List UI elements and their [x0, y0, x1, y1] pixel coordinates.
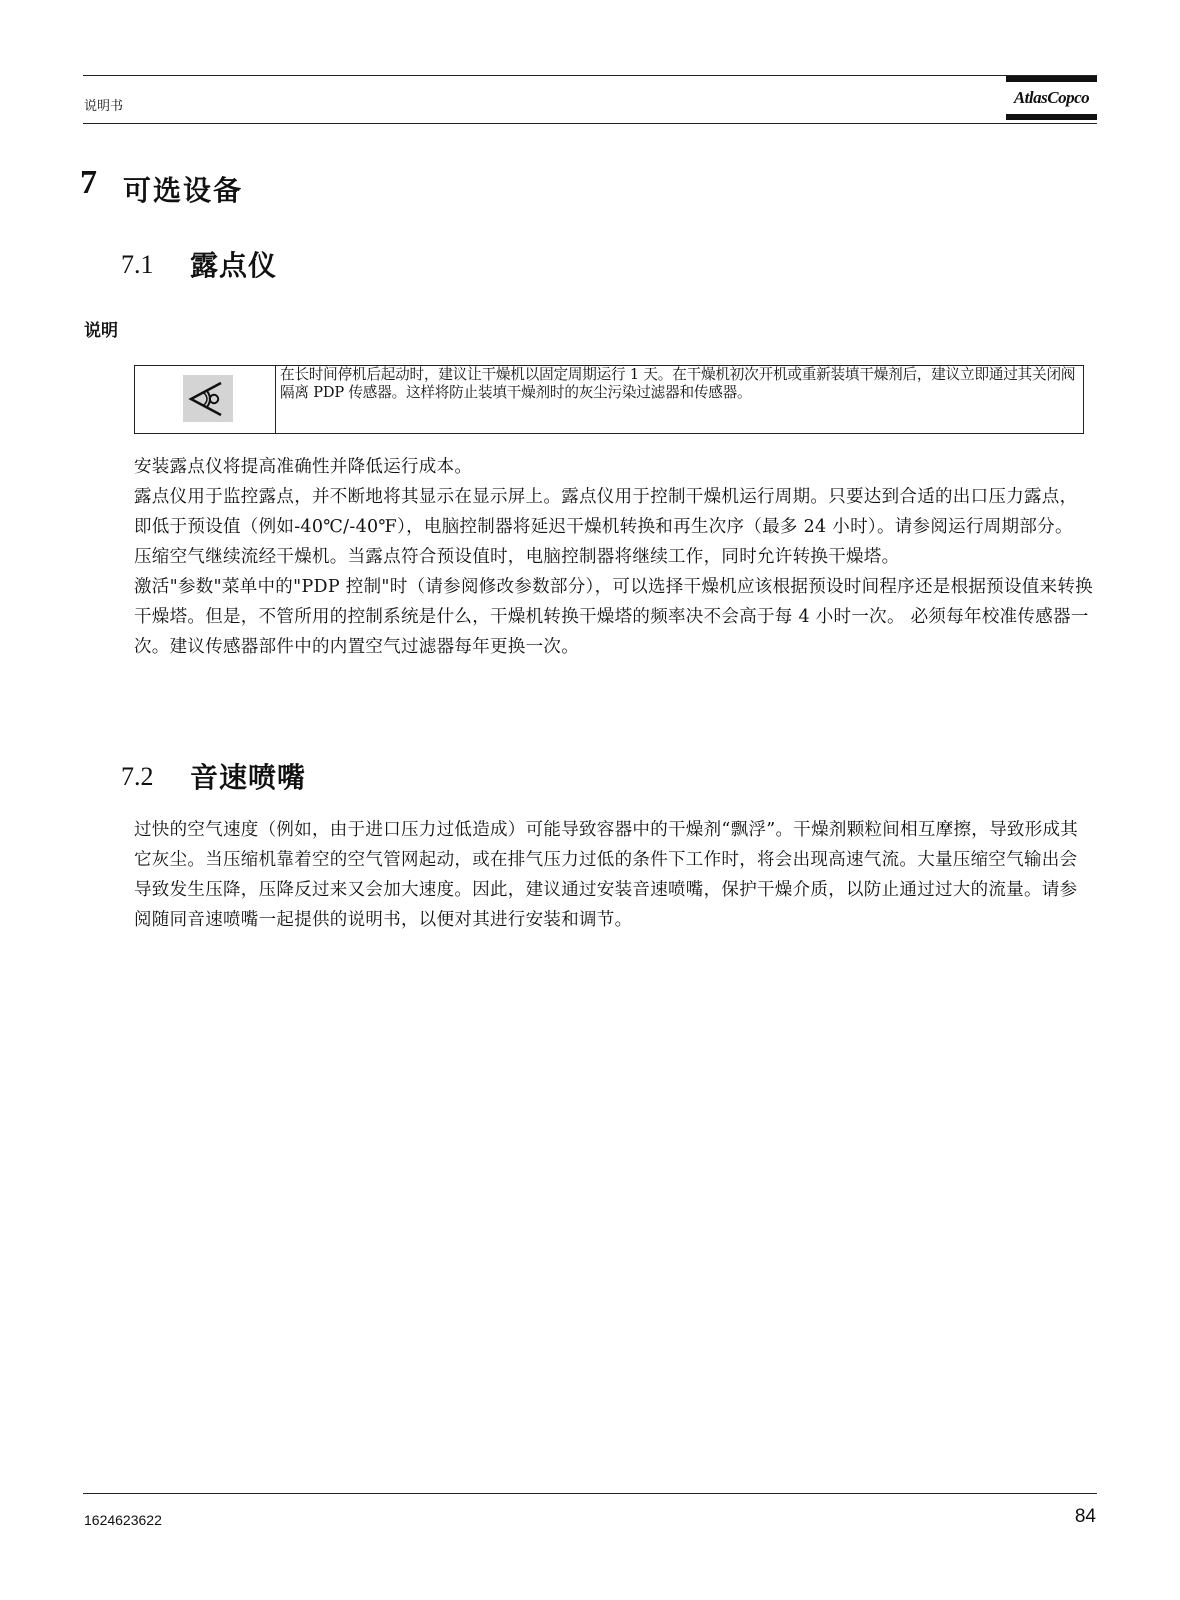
- note-text: 在长时间停机后起动时，建议让干燥机以固定周期运行 1 天。在干燥机初次开机或重新装填干燥剂后，建议立即通过其关闭阀隔离 PDP 传感器。这样将防止装填干燥剂时的灰尘污染过滤器和传感器。: [280, 366, 1076, 401]
- paragraph: 安装露点仪将提高准确性并降低运行成本。: [134, 457, 473, 477]
- section-1-body: [134, 452, 1094, 662]
- footer-page-number: 84: [1074, 1506, 1096, 1527]
- section-2-body: [134, 815, 1094, 935]
- header-top-rule: [83, 75, 1097, 76]
- paragraph: 压缩空气继续流经干燥机。当露点符合预设值时，电脑控制器将继续工作，同时允许转换干燥塔。: [134, 547, 900, 567]
- paragraph: 过快的空气速度（例如，由于进口压力过低造成）可能导致容器中的干燥剂“飘浮”。干燥剂颗粒间相互摩擦，导致形成其它灰尘。当压缩机靠着空的空气管网起动，或在排气压力过低的条件下工作时，将会出现高速气流。大量压缩空气输出会导致发生压降，压降反过来又会加大速度。因此，建议通过安装音速喷嘴，保护干燥介质，以防止通过过大的流量。请参阅随同音速喷嘴一起提供的说明书，以便对其进行安装和调节。: [134, 820, 1079, 930]
- footer-doc-number: 1624623622: [84, 1512, 162, 1528]
- footer-rule: [83, 1493, 1097, 1494]
- note-icon-cell: [135, 366, 276, 433]
- paragraph: 露点仪用于监控露点，并不断地将其显示在显示屏上。露点仪用于控制干燥机运行周期。只要达到合适的出口压力露点，即低于预设值（例如-40℃/-40℉），电脑控制器将延迟干燥机转换和再生次序（最多 24 小时）。请参阅运行周期部分。: [134, 487, 1078, 537]
- section-2-title: 音速喷嘴: [190, 761, 307, 794]
- logo-text: AtlasCopco: [1013, 88, 1090, 107]
- section-1-number: 7.1: [121, 250, 154, 279]
- chapter-number: 7: [80, 164, 97, 201]
- eye-icon: [183, 375, 233, 422]
- header-label: 说明书: [84, 99, 124, 114]
- section-1-subheading: 说明: [84, 321, 118, 341]
- logo-bottom-bar: [1006, 114, 1097, 120]
- chapter-title: 可选设备: [123, 174, 244, 207]
- paragraph: 激活"参数"菜单中的"PDP 控制"时（请参阅修改参数部分），可以选择干燥机应该根据预设时间程序还是根据预设值来转换干燥塔。但是，不管所用的控制系统是什么，干燥机转换干燥塔的频率决不会高于每 4 小时一次。 必须每年校准传感器一次。建议传感器部件中的内置空气过滤器每年更换一次。: [134, 577, 1093, 657]
- section-2-number: 7.2: [121, 762, 154, 791]
- section-1-title: 露点仪: [190, 249, 278, 282]
- atlas-copco-logo: [1006, 76, 1097, 123]
- note-box: [134, 365, 1084, 434]
- logo-top-bar: [1006, 76, 1097, 82]
- header-bottom-rule: [83, 123, 1097, 124]
